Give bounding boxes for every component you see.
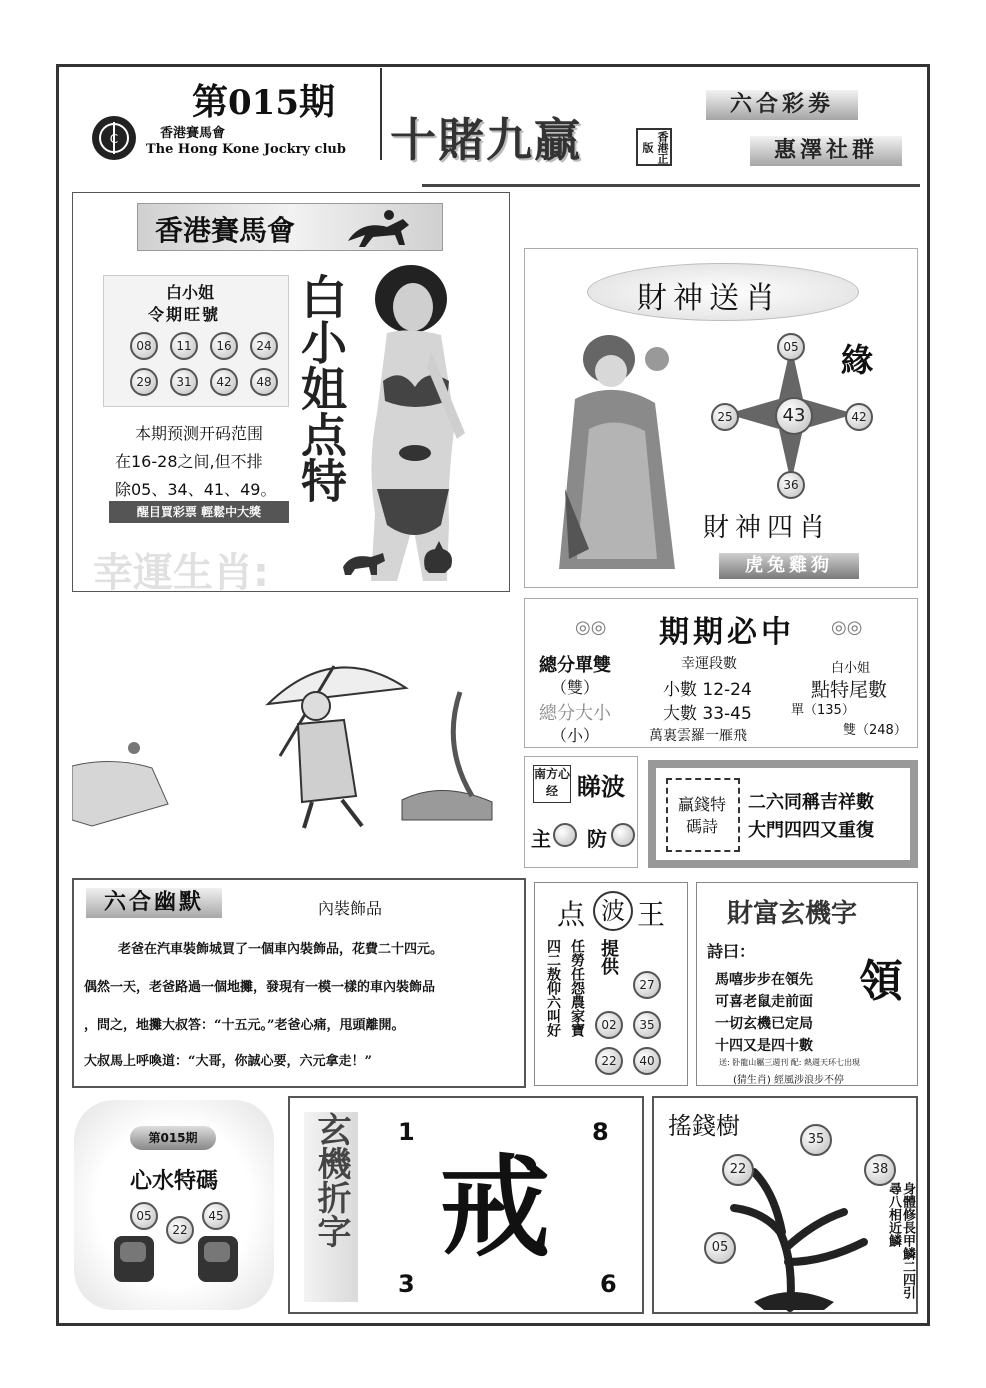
star-right-ball: 42	[845, 403, 873, 431]
qiqi-r4-a: （小）	[551, 726, 600, 745]
predict-line-1: 本期预测开码范围	[135, 424, 264, 443]
humor-panel	[72, 878, 526, 1088]
nanfang-title: 睇波	[577, 772, 625, 801]
tree-ball: 22	[722, 1154, 754, 1186]
header	[62, 68, 924, 188]
issue-number: 015	[228, 83, 299, 123]
club-name-en: The Hong Kone Jockry club	[146, 142, 346, 157]
wealth-god-panel	[524, 248, 918, 588]
poem-panel	[648, 760, 918, 868]
club-name-cn: 香港賽馬會	[160, 126, 226, 141]
qiqi-r4-b: 萬裏雲羅一雁飛	[649, 728, 747, 744]
cartoon-panel	[72, 596, 512, 840]
dianbo-ball: 22	[595, 1047, 623, 1075]
star-top-ball: 05	[777, 333, 805, 361]
lucky-ball: 29	[130, 368, 158, 396]
qiqi-r3-c: 單（135）	[791, 703, 855, 718]
tag-huize: 惠澤社群	[750, 136, 902, 166]
xuanji-big-char: 戒	[440, 1143, 550, 1272]
main-ball	[553, 823, 577, 847]
horse-racing-icon	[343, 205, 423, 251]
qiqi-r1-b: 幸運段數	[681, 656, 737, 672]
xinshui-ball: 45	[202, 1202, 230, 1230]
qiqi-r1-c: 白小姐	[831, 661, 871, 676]
dianbo-panel	[534, 882, 688, 1086]
lucky-numbers-card	[103, 275, 289, 407]
main-title: 十賭九贏	[390, 113, 582, 167]
poem-label-caifu: 詩曰：	[707, 942, 756, 961]
boxing-glove-right-icon	[194, 1230, 244, 1286]
xinshui-issue-tag: 第015期	[130, 1126, 216, 1150]
wealth-subtitle: 財神四肖	[703, 513, 832, 543]
tree-ball: 35	[800, 1124, 832, 1156]
header-underline	[422, 184, 920, 187]
humor-title: 六合幽默	[86, 888, 222, 918]
cartoon-traveler-icon	[72, 596, 512, 840]
model-figure-icon	[331, 263, 481, 583]
xuanji-num-4: 6	[600, 1270, 617, 1298]
qiqi-r2-c: 點特尾數	[811, 679, 888, 701]
xuanji-panel	[288, 1096, 644, 1314]
humor-line-2: 偶然一天，老爸路過一個地攤，發現有一模一樣的車內裝飾品	[84, 980, 436, 995]
dianbo-ball: 02	[595, 1011, 623, 1039]
tiger-icon	[341, 547, 387, 577]
svg-text:C: C	[109, 132, 119, 146]
stamp-badge: 香港正版	[636, 128, 672, 166]
dianbo-col-1: 四二敖仰六叫好	[545, 939, 561, 1037]
money-tree-verse: 身體修長甲鱗二四引尋八相近鱗	[886, 1182, 915, 1299]
predict-line-3: 除05、34、41、49。	[115, 480, 277, 499]
qiqi-panel	[524, 598, 918, 748]
qiqi-r2-b: 小數 12-24	[663, 680, 752, 700]
caifu-panel	[696, 882, 918, 1086]
provide-label: 提供	[598, 939, 619, 975]
dianbo-title-c: 王	[637, 898, 666, 931]
money-tree-title: 搖錢樹	[668, 1112, 740, 1140]
lucky-ball: 31	[170, 368, 198, 396]
star-left-ball: 25	[711, 403, 739, 431]
xinshui-ball: 05	[130, 1202, 158, 1230]
xuanji-vertical-title: 玄機折字	[304, 1112, 358, 1302]
lucky-ball: 16	[210, 332, 238, 360]
dianbo-ball: 35	[633, 1011, 661, 1039]
qiqi-title: 期期必中	[659, 615, 795, 650]
tag-liuhe: 六合彩劵	[706, 90, 858, 120]
rooster-icon	[415, 539, 459, 579]
header-divider	[380, 68, 382, 160]
caifu-title: 財富玄機字	[727, 899, 858, 929]
xinshui-ball: 22	[166, 1216, 194, 1244]
issue-suffix: 期	[299, 81, 336, 123]
wealth-title: 財神送肖	[637, 281, 781, 316]
vertical-title: 白小姐点特	[294, 273, 348, 503]
side-char: 緣	[841, 341, 874, 379]
humor-line-4: 大叔馬上呼喚道：“大哥，你誠心要，六元拿走！”	[84, 1054, 372, 1069]
caifu-note-2: (猜生肖) 經風涉浪步不停	[733, 1075, 844, 1086]
tree-ball: 38	[864, 1154, 896, 1186]
xuanji-num-1: 1	[398, 1118, 415, 1146]
caifu-line-4: 十四又是四十數	[715, 1038, 813, 1054]
lucky-ball: 08	[130, 332, 158, 360]
nanfang-badge: 南方心经	[533, 765, 571, 803]
xinshui-panel	[74, 1100, 274, 1310]
qiqi-r4-c: 雙（248）	[843, 723, 907, 738]
boxing-glove-left-icon	[110, 1230, 160, 1286]
caifu-line-3: 一切玄機已定局	[715, 1016, 813, 1032]
guard-label: 防	[587, 827, 607, 851]
humor-line-3: ，問之，地攤大叔答：“十五元。”老爸心痛，甩頭離開。	[84, 1018, 405, 1033]
main-label: 主	[531, 827, 551, 851]
humor-subtitle: 內裝飾品	[318, 899, 383, 918]
tree-ball: 05	[704, 1232, 736, 1264]
caifu-big-char: 領	[859, 956, 903, 1007]
nanfang-panel	[524, 756, 638, 868]
issue-label	[192, 74, 335, 125]
hkjc-logo-icon	[92, 116, 136, 160]
dianbo-title-a: 点	[557, 898, 586, 931]
money-tree-panel	[652, 1096, 918, 1314]
poem-line-2: 大門四四又重復	[748, 820, 874, 841]
dianbo-col-2: 任勞任怨農家寶	[569, 939, 585, 1037]
qiqi-r2-a: （雙）	[551, 678, 600, 697]
lucky-ball: 24	[250, 332, 278, 360]
predict-line-2: 在16-28之间,但不排	[115, 452, 263, 471]
xuanji-num-2: 8	[592, 1118, 609, 1146]
banner-title: 香港賽馬會	[155, 214, 296, 247]
poem-label: 贏錢特碼詩	[677, 795, 726, 836]
lucky-ball: 42	[210, 368, 238, 396]
lucky-zodiac-label: 幸運生肖:	[93, 550, 269, 596]
slogan-band: 醒目買彩票 輕鬆中大獎	[109, 501, 289, 523]
xinshui-title: 心水特碼	[130, 1168, 219, 1194]
lucky-title: 令期旺號	[148, 305, 221, 324]
humor-line-1: 老爸在汽車裝飾城買了一個車內裝飾品，花費二十四元。	[118, 942, 444, 957]
wealth-zodiacs: 虎兔雞狗	[719, 553, 859, 579]
logo-mark-icon	[92, 116, 136, 160]
left-lady-panel	[72, 192, 510, 596]
caifu-line-2: 可喜老鼠走前面	[715, 994, 813, 1010]
miss-bai-title: 白小姐	[166, 283, 215, 302]
qiqi-deco-icon: ◎◎	[831, 617, 863, 638]
dianbo-title-b: 波	[593, 891, 633, 931]
dianbo-ball: 27	[633, 971, 661, 999]
guard-ball	[611, 823, 635, 847]
poem-line-1: 二六同稱吉祥數	[748, 792, 874, 813]
star-center-ball: 43	[775, 397, 813, 435]
caifu-line-1: 馬嘻步步在領先	[715, 972, 813, 988]
qiqi-r3-b: 大數 33-45	[663, 704, 752, 724]
wealth-god-figure-icon	[545, 319, 685, 577]
star-bottom-ball: 36	[777, 471, 805, 499]
caifu-note: 送: 卧龍山屬三週刊 配: 熱週天环七出現	[719, 1058, 861, 1067]
qiqi-r3-a: 總分大小	[539, 703, 611, 724]
qiqi-deco-icon: ◎◎	[575, 617, 607, 638]
dianbo-ball: 40	[633, 1047, 661, 1075]
xuanji-num-3: 3	[398, 1270, 415, 1298]
qiqi-r1-a: 總分單雙	[539, 655, 611, 676]
lucky-ball: 48	[250, 368, 278, 396]
lucky-ball: 11	[170, 332, 198, 360]
issue-prefix: 第	[192, 81, 229, 123]
